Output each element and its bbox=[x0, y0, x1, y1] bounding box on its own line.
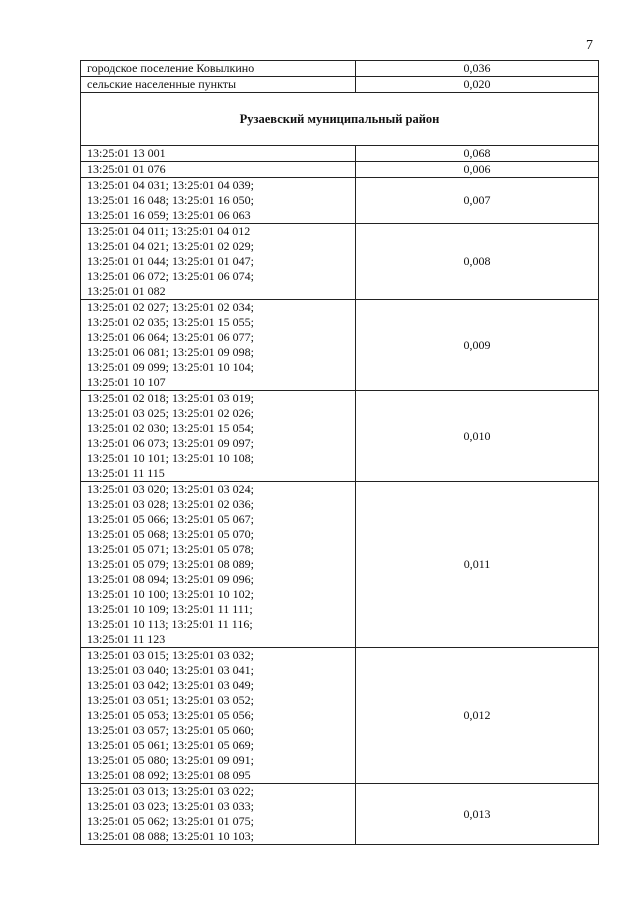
cadastral-code-line: 13:25:01 13 001 bbox=[87, 146, 166, 160]
table-row bbox=[81, 146, 599, 162]
table-row bbox=[81, 178, 599, 224]
cadastral-code-line: 13:25:01 01 076 bbox=[87, 162, 166, 176]
table-row bbox=[81, 61, 599, 77]
table-row bbox=[81, 784, 599, 845]
cadastral-code-line: 13:25:01 01 082 bbox=[87, 284, 166, 298]
cadastral-code-line: 13:25:01 03 025; 13:25:01 02 026; bbox=[87, 406, 255, 420]
cadastral-code-line: 13:25:01 08 092; 13:25:01 08 095 bbox=[87, 768, 251, 782]
table-row bbox=[81, 648, 599, 784]
cadastral-code-line: 13:25:01 02 018; 13:25:01 03 019; bbox=[87, 391, 255, 405]
cadastral-code-line: 13:25:01 03 040; 13:25:01 03 041; bbox=[87, 663, 255, 677]
coefficient-value: 0,013 bbox=[356, 784, 599, 845]
cadastral-code-line: 13:25:01 03 051; 13:25:01 03 052; bbox=[87, 693, 255, 707]
cadastral-code-line: 13:25:01 04 021; 13:25:01 02 029; bbox=[87, 239, 255, 253]
cadastral-codes bbox=[81, 224, 356, 300]
cadastral-code-line: 13:25:01 10 100; 13:25:01 10 102; bbox=[87, 587, 255, 601]
coefficient-value: 0,012 bbox=[356, 648, 599, 784]
cadastral-code-line: 13:25:01 05 079; 13:25:01 08 089; bbox=[87, 557, 255, 571]
cadastral-codes bbox=[81, 146, 356, 162]
table-row bbox=[81, 482, 599, 648]
section-header-row bbox=[81, 93, 599, 146]
coefficient-value: 0,007 bbox=[356, 178, 599, 224]
cadastral-code-line: 13:25:01 06 073; 13:25:01 09 097; bbox=[87, 436, 255, 450]
cadastral-code-line: 13:25:01 03 057; 13:25:01 05 060; bbox=[87, 723, 255, 737]
cadastral-code-line: 13:25:01 11 115 bbox=[87, 466, 165, 480]
cadastral-code-line: 13:25:01 01 044; 13:25:01 01 047; bbox=[87, 254, 255, 268]
coefficient-value: 0,036 bbox=[356, 61, 599, 77]
coefficient-value: 0,068 bbox=[356, 146, 599, 162]
cadastral-codes bbox=[81, 482, 356, 648]
cadastral-code-line: 13:25:01 03 042; 13:25:01 03 049; bbox=[87, 678, 255, 692]
cadastral-codes bbox=[81, 162, 356, 178]
cadastral-code-line: 13:25:01 16 059; 13:25:01 06 063 bbox=[87, 208, 251, 222]
cadastral-codes bbox=[81, 648, 356, 784]
table-row bbox=[81, 391, 599, 482]
cadastral-code-line: 13:25:01 03 023; 13:25:01 03 033; bbox=[87, 799, 255, 813]
cadastral-code-line: 13:25:01 05 062; 13:25:01 01 075; bbox=[87, 814, 255, 828]
cadastral-code-line: 13:25:01 08 094; 13:25:01 09 096; bbox=[87, 572, 255, 586]
cadastral-code-line: 13:25:01 03 020; 13:25:01 03 024; bbox=[87, 482, 255, 496]
cadastral-code-line: 13:25:01 03 015; 13:25:01 03 032; bbox=[87, 648, 255, 662]
cadastral-code-line: 13:25:01 10 109; 13:25:01 11 111; bbox=[87, 602, 253, 616]
coefficient-value: 0,010 bbox=[356, 391, 599, 482]
coefficient-value: 0,011 bbox=[356, 482, 599, 648]
cadastral-code-line: 13:25:01 11 123 bbox=[87, 632, 166, 646]
cadastral-code-line: 13:25:01 05 080; 13:25:01 09 091; bbox=[87, 753, 255, 767]
coefficient-value: 0,009 bbox=[356, 300, 599, 391]
cadastral-code-line: 13:25:01 04 011; 13:25:01 04 012 bbox=[87, 224, 251, 238]
coefficient-table bbox=[80, 60, 599, 845]
cadastral-codes bbox=[81, 300, 356, 391]
cadastral-code-line: 13:25:01 16 048; 13:25:01 16 050; bbox=[87, 193, 255, 207]
cadastral-codes bbox=[81, 178, 356, 224]
coefficient-value: 0,006 bbox=[356, 162, 599, 178]
cadastral-code-line: 13:25:01 02 027; 13:25:01 02 034; bbox=[87, 300, 255, 314]
cadastral-code-line: 13:25:01 06 064; 13:25:01 06 077; bbox=[87, 330, 255, 344]
cadastral-code-line: 13:25:01 03 013; 13:25:01 03 022; bbox=[87, 784, 255, 798]
cadastral-code-line: 13:25:01 04 031; 13:25:01 04 039; bbox=[87, 178, 255, 192]
cadastral-code-line: 13:25:01 10 101; 13:25:01 10 108; bbox=[87, 451, 255, 465]
cadastral-codes bbox=[81, 391, 356, 482]
cadastral-code-line: 13:25:01 05 066; 13:25:01 05 067; bbox=[87, 512, 255, 526]
cadastral-code-line: 13:25:01 08 088; 13:25:01 10 103; bbox=[87, 829, 255, 843]
table-row bbox=[81, 300, 599, 391]
cadastral-code-line: 13:25:01 02 035; 13:25:01 15 055; bbox=[87, 315, 255, 329]
settlement-name: городское поселение Ковылкино bbox=[81, 61, 356, 77]
cadastral-code-line: 13:25:01 05 053; 13:25:01 05 056; bbox=[87, 708, 255, 722]
table-row bbox=[81, 224, 599, 300]
settlement-name: сельские населенные пункты bbox=[81, 77, 356, 93]
table-row bbox=[81, 162, 599, 178]
coefficient-value: 0,020 bbox=[356, 77, 599, 93]
cadastral-code-line: 13:25:01 10 113; 13:25:01 11 116; bbox=[87, 617, 253, 631]
cadastral-code-line: 13:25:01 09 099; 13:25:01 10 104; bbox=[87, 360, 255, 374]
table-row bbox=[81, 77, 599, 93]
cadastral-code-line: 13:25:01 05 071; 13:25:01 05 078; bbox=[87, 542, 255, 556]
cadastral-code-line: 13:25:01 10 107 bbox=[87, 375, 166, 389]
page-number: 7 bbox=[586, 38, 593, 53]
cadastral-code-line: 13:25:01 06 072; 13:25:01 06 074; bbox=[87, 269, 255, 283]
coefficient-value: 0,008 bbox=[356, 224, 599, 300]
cadastral-code-line: 13:25:01 06 081; 13:25:01 09 098; bbox=[87, 345, 255, 359]
cadastral-code-line: 13:25:01 03 028; 13:25:01 02 036; bbox=[87, 497, 255, 511]
cadastral-codes bbox=[81, 784, 356, 845]
cadastral-code-line: 13:25:01 02 030; 13:25:01 15 054; bbox=[87, 421, 255, 435]
cadastral-code-line: 13:25:01 05 068; 13:25:01 05 070; bbox=[87, 527, 255, 541]
cadastral-code-line: 13:25:01 05 061; 13:25:01 05 069; bbox=[87, 738, 255, 752]
section-title: Рузаевский муниципальный район bbox=[81, 93, 599, 146]
